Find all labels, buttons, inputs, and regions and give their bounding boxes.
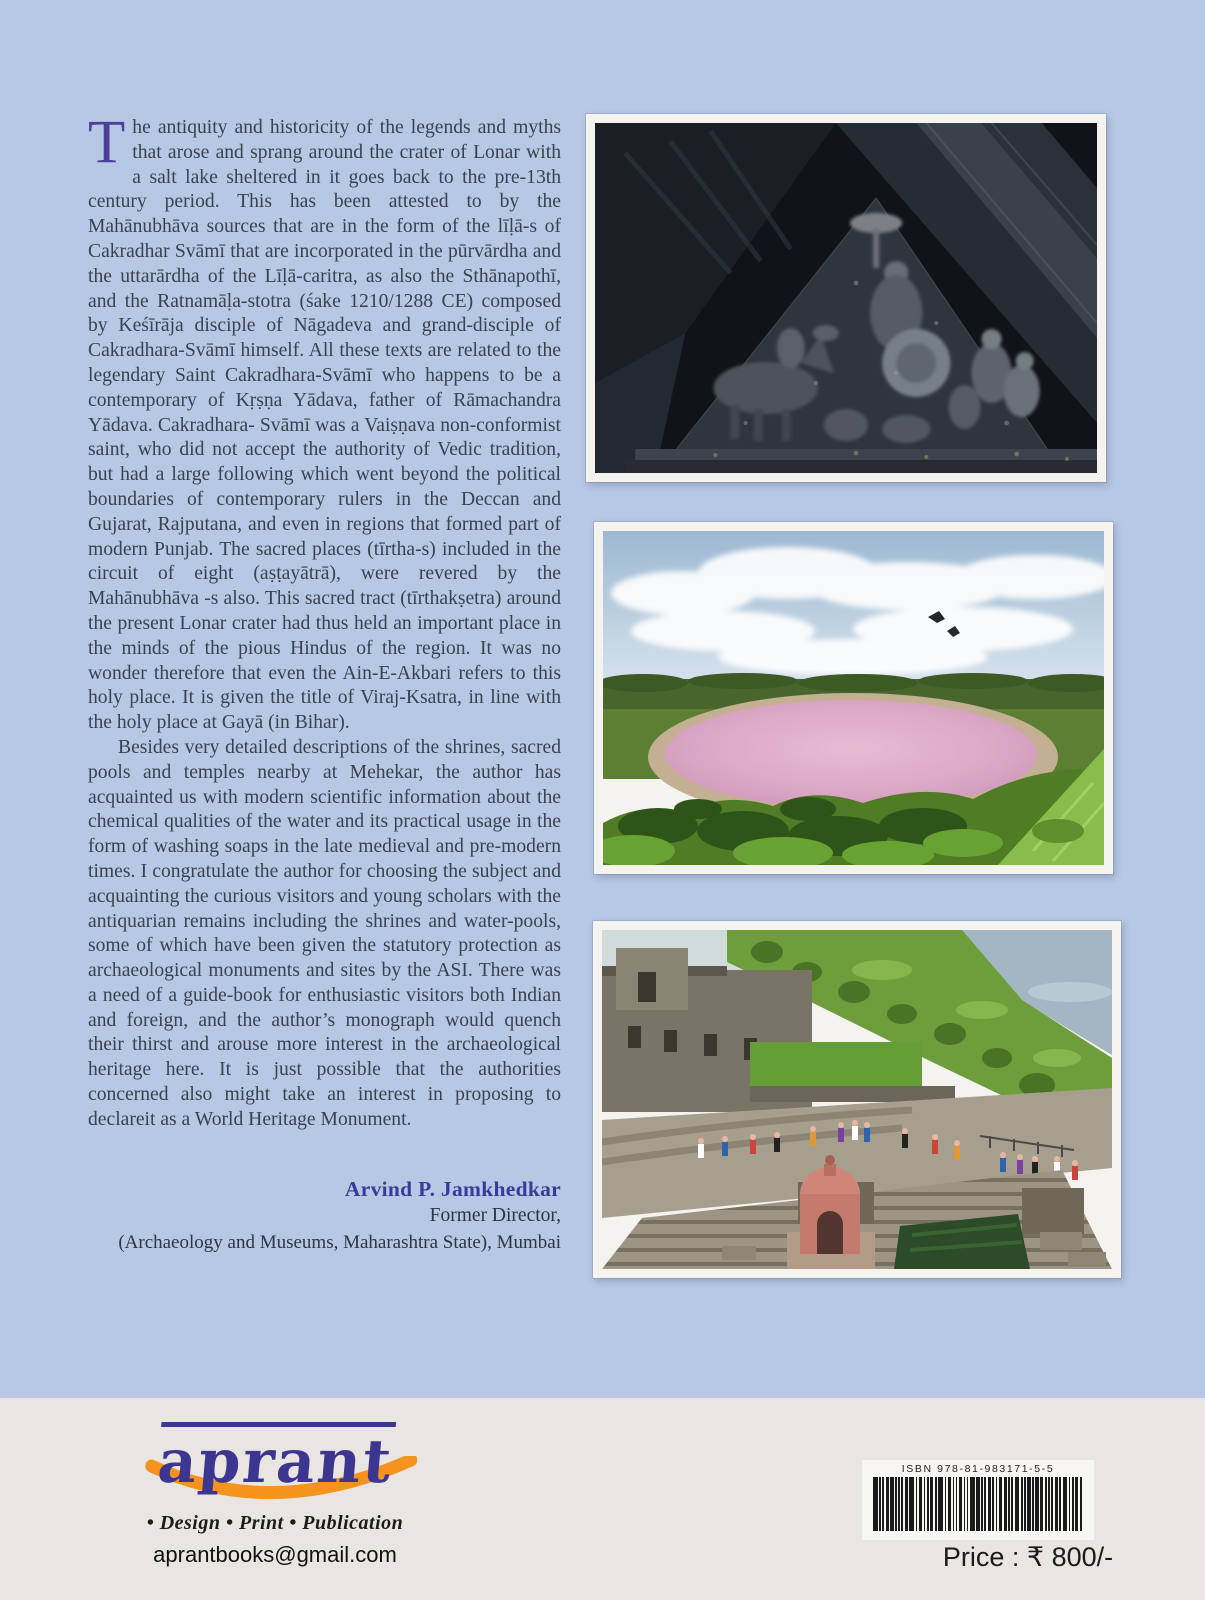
publisher-block <box>120 1427 430 1568</box>
photo-temple-steps <box>593 921 1121 1278</box>
lonar-lake-illustration <box>603 531 1104 865</box>
barcode-bars <box>868 1477 1088 1531</box>
publisher-email: aprantbooks@gmail.com <box>153 1542 397 1567</box>
review-paragraph-1: The antiquity and historicity of the legends and myths that arose and sprang around the crater of Lonar with a salt lake sheltered in it goes back to the pre-13th century period. This has been attested to by the Mahānubhāva sources that are in the form of the līḷā-s of Cakradhar Svāmī that are incorporated in the pūrvārdha and the uttarārdha of the Līḷā-caritra, as also the Sthānapothī, and the Ratnamāḷa-stotra (śake 1210/1288 CE) composed by Keśīrāja disciple of Nāgadeva and grand-disciple of Cakradhara-Svāmī himself. All these texts are related to the legendary Saint Cakradhara-Svāmī who happens to be a contemporary of Kṛṣṇa Yādava, father of Rāmachandra Yādava. Cakradhara- Svāmī was a Vaiṣṇava non-conformist saint, who did not accept the authority of Vedic tradition, but had a large following which went beyond the political boundaries of contemporary rulers in the Deccan and Gujarat, Rajputana, and even in regions that formed part of modern Punjab. The sacred places (tīrtha-s) included in the circuit of eight (aṣṭayātrā), were revered by the Mahānubhāva -s also. This sacred tract (tīrthakṣetra) around the present Lonar crater had thus held an important place in the minds of the pious Hindus of the region. It was no wonder therefore that even the Ain-E-Akbari refers to this holy place. It is given the title of Viraj-Ksatra, in line with the holy place at Gayā (in Bihar). <box>88 109 561 734</box>
publisher-logo <box>154 1427 396 1497</box>
footer-band <box>0 1398 1205 1600</box>
review-text-panel <box>88 109 561 1256</box>
isbn-text: ISBN 978-81-983171-5-5 <box>901 1463 1055 1475</box>
barcode <box>862 1460 1094 1540</box>
photo-lonar-lake <box>594 522 1113 874</box>
author-affiliation: (Archaeology and Museums, Maharashtra State), Mumbai <box>118 1232 561 1254</box>
price-label: Price : ₹ 800/- <box>942 1542 1114 1572</box>
review-paragraph-2: Besides very detailed descriptions of the shrines, sacred pools and temples nearby at Mehekar, the author has acquainted us with modern scientific information about the chemical qualities of the water and its practical usage in the form of washing soaps in the late medieval and pre-modern times. I congratulate the author for choosing the subject and acquainting the curious visitors and young scholars with the antiquarian remains including the shrines and water-pools, some of which have been given the statutory protection as archaeological monuments and sites by the ASI. There was a need of a guide-book for enthusiastic visitors both Indian and foreign, and the author’s monograph would quench their thirst and arouse more interest in the archaeological heritage here. It is just possible that the authorities concerned also might take an interest in proposing to declareit as a World Heritage Monument. <box>88 736 561 1130</box>
signature-block <box>88 1177 561 1256</box>
author-title: Former Director, <box>429 1205 561 1227</box>
temple-steps-illustration <box>602 930 1112 1269</box>
photo-stone-carving <box>586 114 1106 482</box>
author-name: Arvind P. Jamkhedkar <box>344 1176 561 1201</box>
stone-carving-illustration <box>595 123 1097 473</box>
publisher-tagline: • Design • Print • Publication <box>146 1512 404 1534</box>
publisher-logo-text: aprant <box>154 1427 396 1497</box>
